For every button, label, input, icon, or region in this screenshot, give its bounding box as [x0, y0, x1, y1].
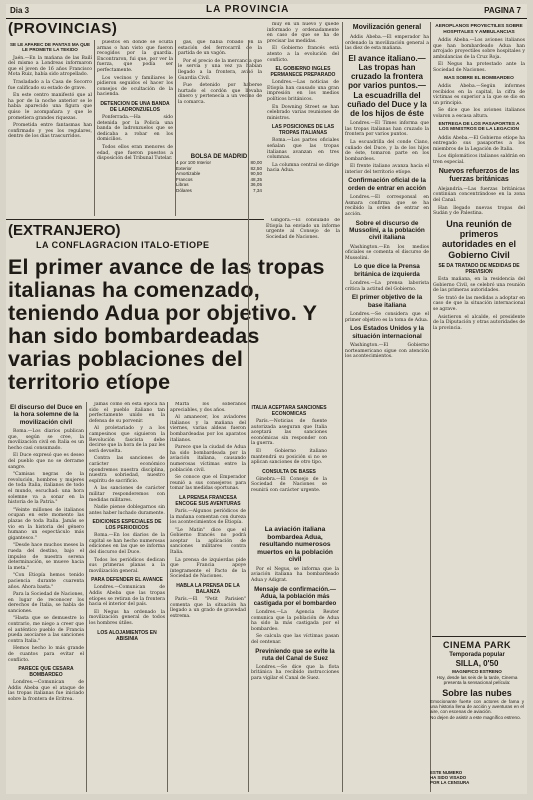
paragraph: Addis Abeba.—Según informes recibidos en la capital, la cifra de víctimas es superior a la que se dio en un principio. — [433, 84, 525, 106]
paragraph: puestos en donde se oculta armas o han visto que fueron recogidos por la guardia. Encontraron, fui que, por ver la fuerza, que podía ser perfectamente. — [97, 40, 173, 73]
article-headline: ENTREGA DE LOS PASAPORTES A LOS MINISTROS DE LA LEGACION — [438, 121, 520, 133]
bolsa-table — [176, 154, 262, 194]
paragraph: Los diplomáticos italianos saldrán en tren especial. — [433, 154, 525, 166]
section-title-provincias: (PROVINCIAS) — [8, 20, 118, 37]
paragraph: Roma.—En los diarios de la capital se han hecho numerosas ediciones en las que se informa del discurso del Duce. — [89, 533, 165, 556]
bolsa-label: Libras — [176, 182, 189, 188]
subheading: SE DA TRATADO DE MEDIDAS DE PREVISION — [438, 263, 520, 276]
censorship-line: HA SIDO VISADO — [430, 775, 467, 781]
paragraph: El frente italiano avanza hacia el interior del territorio etíope. — [345, 164, 429, 175]
paragraph: Addis Abeba.—Los aviones italianos que han bombardeado Adua han arrojado proyectiles sobre hospitales y ambulancias de la Cruz Roja. — [433, 38, 525, 60]
article-headline: El avance italiano.—Las tropas han cruzado la frontera por varios puntos.—La escuadrilla del cuñado del Duce y la de los hijos de éste — [347, 53, 427, 118]
paragraph: Washington.—El Gobierno norteamericano sigue con atención los acontecimientos. — [345, 342, 429, 360]
column-rule — [86, 402, 87, 792]
paragraph: Londres.—Se considera que el primer objetivo es la toma de Adua. — [345, 312, 429, 323]
bolsa-value: 7,34 — [253, 187, 262, 193]
column-headline: SE LE APAREC DE PANTAS MA QUE LE PROMETE LA TEKIDO — [9, 42, 91, 53]
paragraph: "Le Matin" dice que el Gobierno francés no podrá aceptar la aplicación de sanciones militares contra Italia. — [170, 527, 246, 556]
paragraph: Gingora.—El consulado de Etiopía ha enviado un informe urgente al Consejo de la Sociedad de Naciones. — [266, 218, 340, 240]
paragraph: París.—Noticias de fuente autorizada aseguran que Italia aceptará las sanciones económicas sin responder con la guerra. — [251, 419, 327, 447]
bolsa-label: Francos — [176, 176, 193, 182]
article-headline: MAS SOBRE EL BOMBARDEO — [444, 75, 514, 81]
bolsa-value: 48,35 — [250, 176, 262, 182]
paragraph: "Veinte millones de italianos ocupan en este momento las plazas de toda Italia. Jamás se vio en la historia del género humano un espectáculo más gigantesco." — [8, 507, 84, 541]
subheading: PARA DEFENDER EL AVANCE — [91, 577, 163, 584]
paragraph: Al proletariado y a los campesinos que siguieron la Revolución fascista debe decirse que la hora de la paz les será devuelta. — [89, 426, 165, 454]
bolsa-value: 36,05 — [250, 182, 262, 188]
paragraph: Los vecinos y familiares le pidieron seguidos el hacer los consejos de ocultación de la hacienda. — [97, 75, 173, 98]
masthead-date: Dia 3 — [10, 6, 30, 15]
paragraph: Ponferrada.—Ha sido detenida por la Policía una banda de ladronzuelos que se dedicaba a robar en los domicilios. — [97, 114, 173, 143]
paragraph: Londres.—Las noticias de Etiopía han causado una gran impresión en los medios políticos británicos. — [267, 80, 339, 102]
section-rule — [432, 636, 526, 637]
paragraph: Todos ellos eran menores de edad, que fueron puestos a disposición del Tribunal Tutelar. — [97, 144, 173, 162]
paragraph: gas, que había robado en la estación del ferrocarril de la partida de un vagón. — [178, 40, 262, 57]
article-headline: La aviación italiana bombardea Adua, resultando numerosos muertos en la población civil — [257, 526, 333, 564]
paragraph: El Duce expresó que es deseo del pueblo que no se derrame sangre. — [8, 453, 84, 470]
article-headline: Lo que dice la Prensa británica de izquierda — [354, 263, 420, 278]
paragraph: En este centro manifestó que al ha por de la noche anterior se le había aparecido una figura que quiso le acompañara y que le prometiera grandes riquezas. — [8, 93, 92, 121]
article-headline: Una reunión de primeros autoridades en el Gobierno Civil — [441, 218, 517, 260]
paragraph: Han llegado nuevas tropas del Sudán y de Palestina. — [433, 205, 525, 217]
section-rule — [6, 219, 264, 220]
paragraph: París.—El "Petit Parisien" comenta que la situación ha llegado a un grado de gravedad extrema. — [170, 597, 246, 619]
paragraph: Trasladado a la Casa de Socorro fue calificado su estado de grave. — [8, 79, 92, 91]
cinema-text: Hoy, desde las seis de la tarde, Cinema presenta la sensacional película: — [436, 675, 518, 685]
article-column-7 — [433, 22, 525, 636]
provincias-column-1 — [8, 40, 92, 216]
paragraph: Jamás como en esta época ha sido el pueblo italiano tan perfectamente unido en la defensa de su porvenir. — [89, 402, 165, 424]
paragraph: Todos los periódicos dedican sus primeras planas a la movilización general. — [89, 557, 165, 574]
cinema-price: SILLA, 0'50 — [455, 659, 499, 668]
paragraph: La columna central se dirige hacia Adua. — [267, 162, 339, 174]
paragraph: A las sanciones de carácter militar responderemos con medidas militares. — [89, 486, 165, 503]
paragraph: La prensa de izquierdas pide que Francia apoye íntegramente el Pacto de la Sociedad de Naciones. — [170, 557, 246, 580]
paragraph: Londres.—La prensa laborista critica la actitud del Gobierno. — [345, 281, 429, 292]
subheading: DETENCION DE UNA BANDA DE LADRONZUELOS — [100, 100, 170, 113]
article-column-5-top — [266, 218, 340, 398]
cinema-ad — [430, 640, 524, 720]
subheading: HABLA LA PRENSA DE LA BALANZA — [176, 583, 240, 596]
article-headline: Nuevos refuerzos de las fuerzas británicas — [438, 167, 520, 183]
article-headline: Sobre el discurso de Mussolini, a la población civil italiana — [349, 219, 425, 242]
column-rule — [167, 402, 168, 792]
column-rule — [342, 22, 343, 792]
paragraph: Se calcula que las víctimas pasan del centenar. — [251, 634, 339, 646]
paragraph: Se dice que los aviones italianos volaron a escasa altura. — [433, 108, 525, 120]
section-subtitle: LA CONFLAGRACION ITALO-ETIOPE — [36, 240, 210, 250]
paragraph: Esta mañana, en la residencia del Gobierno Civil, se celebró una reunión de las primeras autoridades. — [433, 277, 525, 294]
article-headline: El primer objetivo de la base italiana — [351, 294, 423, 309]
article-headline: AEROPLANOS PROYECTILES SOBRE HOSPITALES Y AMBULANCIAS — [435, 24, 523, 35]
paragraph: Se conoce que el Emperador reunió a sus consejeros para tomar las medidas oportunas. — [170, 475, 246, 492]
article-headline: Mensaje de confirmación.—Adua, la población más castigada por el bombardeo — [253, 585, 337, 607]
paragraph: Roma.—Los diarios publican que, según se cree, la movilización civil en Italia es un hecho casi consumado. — [8, 429, 84, 451]
newspaper-page — [6, 4, 527, 794]
column-rule — [248, 40, 249, 792]
paragraph: Hemos hecho lo más grande de cuantos para evitar el conflicto. — [8, 646, 84, 663]
article-headline: Confirmación oficial de la orden de entrar en acción — [347, 177, 427, 192]
main-headline: El primer avance de las tropas italianas ha comenzado, teniendo Adua por objetivo. Y han sido bombardeadas varias poblaciones del territorio etíope — [8, 255, 325, 394]
provincias-column-3 — [178, 40, 262, 150]
subheading: ITALIA ACEPTARA SANCIONES ECONOMICAS — [251, 405, 327, 417]
masthead-page: PAGINA 7 — [484, 6, 521, 15]
paragraph: Parece que la ciudad de Adua ha sido bombardeada por la aviación italiana, causando numerosas víctimas entre la población civil. — [170, 445, 246, 473]
paragraph: muy en un nuevo y quede informado y ordenadamente en caso de que se ha de precisar las medidas. — [267, 22, 339, 44]
article-headline: Previniendo que se evite la ruta del Canal de Suez — [255, 647, 335, 662]
paragraph: Nadie piense doblegarnos sin antes haber luchado duramente. — [89, 505, 165, 516]
paragraph: Prometida entre fantasmas han confirmado y yes los regulares, dentro de los días trascurridos. — [8, 123, 92, 140]
article-column-3 — [170, 402, 246, 792]
bolsa-label: Dólares — [176, 187, 192, 193]
paragraph: Ginebra.—El Consejo de la Sociedad de Naciones se reunirá con carácter urgente. — [251, 476, 327, 493]
paragraph: El Negus ha ordenado la movilización general de todos los hombres útiles. — [89, 609, 165, 626]
cinema-text: No dejen de asistir a este magnífico estreno. — [430, 715, 521, 720]
subheading: LOS ALOJAMIENTOS EN ABISINIA — [97, 629, 157, 642]
paragraph: Londres.—Comunican de Addis Abeba que el ataque de las tropas italianas fue iniciado sobre la frontera de Eritrea. — [8, 680, 84, 703]
paragraph: La escuadrilla del conde Ciano, cuñado del Duce, y la de los hijos de éste, tomaron parte en los bombardeos. — [345, 139, 429, 162]
censorship-notice — [430, 770, 524, 786]
subheading: CONSULTA DE BASES — [262, 468, 316, 475]
paragraph: Por el precio de la mercancía que le servía y una vez ya habían llegado a la frontera, avisó la Guardia Civil. — [178, 58, 262, 81]
paragraph: "Hasta que se demuestre lo contrario, me niego a creer que el auténtico pueblo de Francia pueda asociarse a las sanciones contra Italia." — [8, 616, 84, 644]
cinema-season: Temporada popular — [449, 652, 505, 658]
bolsa-label: 4 por 100 Interior — [176, 160, 211, 165]
paragraph: El Negus ha protestado ante la Sociedad de Naciones. — [433, 62, 525, 73]
paragraph: Se trató de las medidas a adoptar en caso de que la situación internacional se agrave. — [433, 295, 525, 313]
paragraph: Marfa los soberanos apreciables, y dos años. — [170, 402, 246, 413]
paragraph: Por el Negus, se informa que la aviación italiana ha bombardeado Adua y Adigrat. — [251, 566, 339, 584]
paragraph: Addis Abeba.—El emperador ha ordenado la movilización general a las diez de esta mañana. — [345, 35, 429, 52]
paragraph: "Desde hace muchos meses la rueda del destino, bajo el impulso de nuestra serena determinación, se mueve hacia la meta." — [8, 543, 84, 571]
paragraph: Para la Sociedad de Naciones, en lugar de reconocer los derechos de Italia, se habla de sanciones. — [8, 592, 84, 614]
provincias-column-2 — [97, 40, 173, 216]
paragraph: En Downing Street se han celebrado varias reuniones de ministros. — [267, 104, 339, 121]
bolsa-value: 82,50 — [250, 165, 262, 171]
paragraph: París.—Algunos periódicos de la mañana comentan con dureza los acontecimientos de Etiopía. — [170, 508, 246, 526]
paragraph: Addis Abeba.—El Gobierno etíope ha entregado sus pasaportes a los miembros de la Legación de Italia. — [433, 135, 525, 152]
article-column-1 — [8, 402, 84, 792]
bolsa-label: Exterior — [176, 165, 192, 171]
cinema-text: Emocionante fuerte con actores de fama y una historia llena de acción y aventuras en el aire, con escenas de aviación. — [430, 699, 524, 714]
paragraph: Londres.—El corresponsal en Asmara confirma que se ha recibido la orden de entrar en acción. — [345, 195, 429, 217]
column-rule — [94, 40, 95, 216]
paragraph: Londres.—La Agencia Reuter comunica que la población de Adua ha sido la más castigada por el bombardeo. — [251, 610, 339, 632]
paragraph: "Camisas negras de la revolución, hombres y mujeres de toda Italia, italianos de todo el mundo, escuchad: una hora solemne va a sonar en la historia de la Patria." — [8, 472, 84, 506]
cinema-feature: Sobre las nubes — [442, 688, 512, 698]
masthead — [6, 4, 527, 19]
cinema-name: CINEMA PARK — [443, 640, 511, 650]
paragraph: Londres.—El Times informa que las tropas italianas han cruzado la frontera por varios puntos. — [345, 121, 429, 138]
masthead-title: LA PROVINCIA — [206, 4, 290, 15]
bolsa-row — [176, 188, 262, 194]
article-column-6 — [345, 22, 429, 792]
bolsa-title: BOLSA DE MADRID — [190, 154, 248, 160]
subheading: LA PRENSA FRANCESA ENCOGE SUS AVENTURAS — [175, 494, 241, 507]
paragraph: El Gobierno francés está atento a la evolución del conflicto. — [267, 46, 339, 63]
bolsa-value: 90,50 — [250, 171, 262, 177]
paragraph: Londres.—Comunican de Addis Abeba que las tropas etíopes se retiran de la frontera hacia el interior del país. — [89, 585, 165, 608]
bolsa-label: Amortizable — [176, 171, 201, 177]
paragraph: Jaén.—En la mañana de las Bailí del mismo a Londreas informaron que el joven de 16 años Francisco Mota Ruiz, había sido atropellado. — [8, 55, 92, 78]
paragraph: Washington.—En los medios oficiales se comenta el discurso de Mussolini. — [345, 244, 429, 261]
paragraph: Fue detenido por haberse hurtado el cordón que llevaba dinero y pertenecía a un vecino de la comarca. — [178, 83, 262, 105]
paragraph: Contra las sanciones de carácter económico opondremos nuestra disciplina, nuestra sobriedad, nuestro espíritu de sacrificio. — [89, 456, 165, 484]
censorship-line: POR LA CENSURA — [430, 780, 470, 786]
paragraph: "Con Etiopía hemos tenido paciencia durante cuarenta años. Ahora basta." — [8, 573, 84, 590]
section-title-extranjero: (EXTRANJERO) — [8, 222, 121, 239]
subheading: EDICIONES ESPECIALES DE LOS PERIODICOS — [92, 519, 162, 532]
censorship-line: ESTE NUMERO — [430, 770, 463, 775]
subheading: EL GOBIERNO INGLES PERMANECE PREPARADO — [270, 66, 336, 79]
paragraph: El Gobierno italiano mantendrá su posición si no se aplican sanciones de otro tipo. — [251, 448, 327, 466]
paragraph: Al amanecer, los aviadores italianos y la mañana del viernes, varias aldeas fueron bombardeadas por los aparatos italianos. — [170, 415, 246, 443]
subheading: LAS POSICIONES DE LAS TROPAS ITALIANAS — [271, 124, 335, 137]
paragraph: Alejandría.—Las fuerzas británicas continúan concentrándose en la zona del Canal. — [433, 186, 525, 203]
paragraph: Londres.—Se dice que la flota británica ha recibido instrucciones para vigilar el Canal de Suez. — [251, 664, 339, 682]
article-column-4-top — [267, 22, 339, 214]
article-headline: El discurso del Duce en la hora solemne de la movilización civil — [9, 404, 83, 426]
paragraph: Roma.—Los partes oficiales señalan que las tropas italianas avanzan en tres columnas. — [267, 138, 339, 161]
paragraph: Asistieron el alcalde, el presidente de la Diputación y otras autoridades de la provincia. — [433, 314, 525, 331]
bolsa-value: 80,00 — [250, 160, 262, 165]
cinema-tag: MAGNIFICO ESTRENO — [452, 669, 502, 674]
article-column-2 — [89, 402, 165, 792]
subheading: PARECE QUE CESARA BOMBARDEO — [18, 666, 74, 679]
article-headline: Los Estados Unidos y la situación internacional — [350, 325, 424, 340]
article-column-5 — [251, 524, 339, 792]
article-headline: Movilización general — [352, 24, 422, 31]
